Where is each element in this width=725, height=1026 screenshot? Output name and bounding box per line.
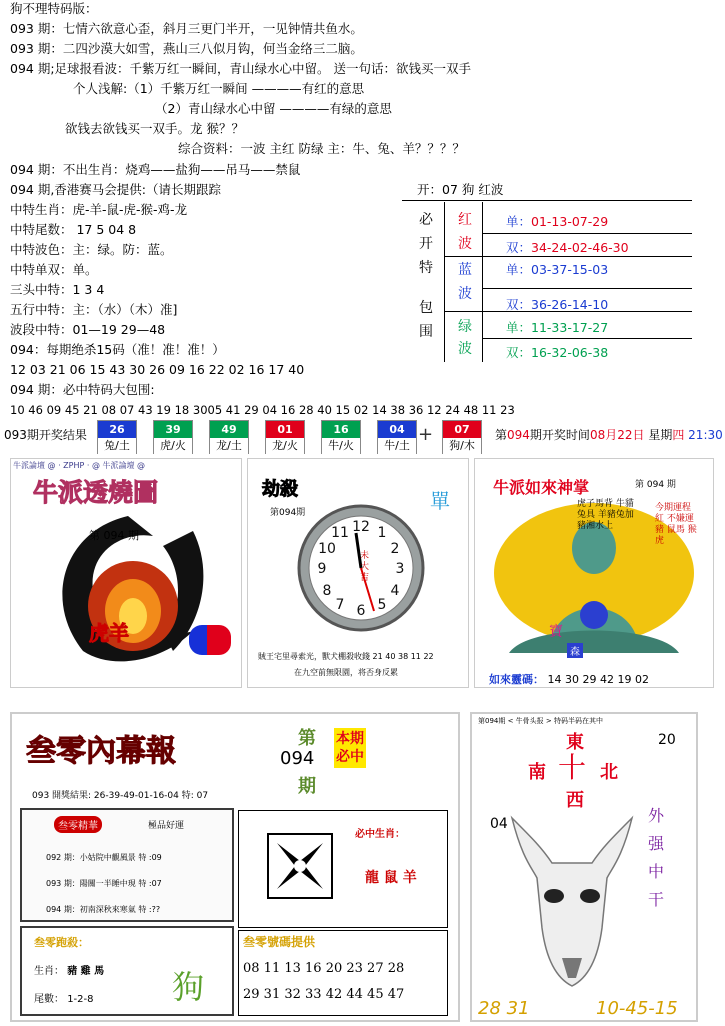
svg-text:2: 2 (390, 541, 400, 557)
panel1-issue: 第 094 期 (89, 529, 139, 542)
panel3-bottom: 如來靈碼： 14 30 29 42 19 02 (489, 673, 649, 686)
panel-clock (247, 458, 469, 688)
svg-text:10: 10 (318, 541, 336, 557)
panel4-last-result: 093 開獎結果: 26-39-49-01-16-04 特: 07 (32, 791, 209, 801)
panel-fire-chart: 牛派論壇 @ · ZPHP · @ 牛派論壇 @ 牛派透燒圖 第 094 期 虎羊 (10, 458, 242, 688)
next-draw-info: 第094期开奖时间08月22日 星期四 21:30 (495, 428, 723, 442)
panel4-stamp: 叁零精華 (54, 816, 102, 833)
text-line: 中特尾数： 17 5 04 8 (10, 222, 137, 237)
zodiac-box (20, 926, 234, 1016)
prediction-item: 094 期：初南深秋來寒氣 特 :?? (46, 905, 161, 914)
dir-bottom: 西 (566, 790, 584, 811)
code-row: 08 11 13 16 20 23 27 28 (243, 961, 405, 976)
svg-text:6: 6 (356, 603, 366, 619)
panel3-side-text: 虎子馬背 牛貓兔具 羊豬兔加 豬湘水上 (577, 499, 634, 531)
must-zodiac: 龍 鼠 羊 (365, 870, 417, 886)
panel4-badge: 本期必中 (334, 728, 366, 768)
tail-row: 尾數： 1-2-8 (34, 994, 94, 1005)
side-label: 必 开 特 包 围 (419, 212, 433, 340)
ball-2: 39 虎/火 (153, 420, 193, 454)
red-wave-label: 红 波 (458, 212, 472, 252)
ball-6: 04 牛/土 (377, 420, 417, 454)
wave-table (402, 178, 692, 366)
text-line: 五行中特：主：（水）（木）准] (10, 302, 178, 317)
svg-text:4: 4 (390, 583, 400, 599)
result-title: 093期开奖结果 (4, 428, 87, 442)
svg-text:1: 1 (377, 525, 387, 541)
wave-row: 双：34-24-02-46-30 (506, 240, 629, 255)
ball-4: 01 龙/火 (265, 420, 305, 454)
wave-row: 双：16-32-06-38 (506, 345, 609, 360)
wave-header: 开：07 狗 红波 (417, 182, 504, 197)
text-line: 波段中特：01—19 29—48 (10, 322, 166, 337)
text-line: 个人浅解:（1）千紫万红一瞬间 ————有红的意思 (73, 81, 365, 96)
panel1-title: 牛派透燒圖 (33, 478, 159, 507)
num-top: 20 (658, 732, 676, 748)
svg-text:9: 9 (317, 561, 327, 577)
text-line: 094 期,香港赛马会提供:（请长期跟踪 (10, 182, 222, 197)
text-line: 中特单双：单。 (10, 262, 98, 277)
panel3-seal2: 森 (567, 643, 583, 658)
panel1-fire-text: 虎羊 (89, 621, 129, 645)
panel4-title: 叁零內幕報 (26, 734, 176, 769)
prediction-box (20, 808, 234, 922)
wave-row: 单：01-13-07-29 (506, 214, 609, 229)
must-label: 必中生肖： (355, 829, 405, 840)
svg-text:7: 7 (335, 597, 345, 613)
panel3-seal: 寶 (549, 624, 563, 640)
ball-3: 49 龙/土 (209, 420, 249, 454)
prediction-item: 093 期：陽關一半睡中現 特 :07 (46, 879, 162, 888)
result-strip (0, 420, 725, 456)
plus-sign: + (418, 424, 434, 445)
panel2-issue: 第094期 (270, 508, 306, 518)
text-line: 三头中特：1 3 4 (10, 282, 105, 297)
svg-text:8: 8 (322, 583, 332, 599)
panel4-issue-bottom: 期 (298, 776, 316, 797)
panel2-line1: 賊王宅里尋索光，獸犬棚殺收錢 21 40 38 11 22 (258, 652, 434, 661)
panel4-section-title: 極品好運 (148, 821, 185, 831)
text-line: 094 期：不出生肖：烧鸡——盐狗——吊马——禁鼠 (10, 162, 301, 177)
bottom-right: 10-45-15 (596, 998, 678, 1019)
zodiac-row: 生肖： 豬 雞 馬 (34, 966, 105, 977)
svg-text:3: 3 (395, 561, 405, 577)
text-line: 094 期;足球报看波：千紫万红一瞬间，青山绿水心中留。 送一句话：欲钱买一双手 (10, 61, 472, 76)
text-line: 094 期：必中特码大包围: (10, 382, 155, 397)
panel-bull-skull: 第094期 < 牛骨头报 > 特码半码在其中 東 南 十 北 西 20 04 外 强 中 干 28 31 10-45-15 (470, 712, 698, 1022)
prediction-item: 092 期：小姑院中觀風景 特 :09 (46, 853, 162, 862)
text-line: 093 期：二四沙漠大如雪，燕山三八似月钩，何当金络三二脑。 (10, 41, 363, 56)
text-line: 中特波色：主：绿。防：蓝。 (10, 242, 173, 257)
panel-newspaper (10, 712, 460, 1022)
panel3-title: 牛派如來神掌 (493, 478, 590, 497)
wave-row: 单：03-37-15-03 (506, 262, 609, 277)
special-ball: 07 狗/木 (442, 420, 482, 454)
text-line: 综合资料：一波 主红 防绿 主：牛、兔、羊？？？？ (178, 141, 465, 156)
svg-text:11: 11 (331, 525, 349, 541)
svg-text:12: 12 (352, 519, 370, 535)
panel3-red-text: 今期運程 紅 不嫌運 豬 鼠馬 猴虎 (655, 503, 697, 546)
panel4-issue: 094 (280, 748, 315, 769)
text-line: 093 期：七情六欲意心歪，斜月三更门半开，一见钟情共鱼水。 (10, 21, 363, 36)
wave-row: 单：11-33-17-27 (506, 320, 609, 335)
panel2-corner: 單 (430, 489, 450, 513)
panel-buddha (474, 458, 714, 688)
num-left: 04 (490, 816, 508, 832)
blue-wave-label: 蓝 波 (458, 262, 472, 302)
panel2-title: 劫殺 (262, 479, 298, 500)
bottom-left: 28 31 (478, 998, 530, 1019)
ball-1: 26 兔/土 (97, 420, 137, 454)
text-line: 094：每期绝杀15码（准！准！准！） (10, 342, 225, 357)
symbol-icon (267, 833, 333, 899)
panel2-line2: 在九空前無限園，将否身反累 (294, 668, 398, 677)
text-line: 10 46 09 45 21 08 07 43 19 18 3005 41 29 04 16 28 40 15 02 14 38 36 12 24 48 11 23 (10, 403, 515, 417)
doc-title: 狗不理特码版： (10, 1, 98, 16)
code-title: 叁零號碼提供 (243, 935, 316, 949)
svg-text:5: 5 (377, 597, 387, 613)
text-line: 12 03 21 06 15 43 30 26 09 16 22 02 16 17 40 (10, 362, 305, 377)
must-box (238, 810, 448, 928)
dir-right: 北 (600, 762, 618, 783)
text-line: （2）青山绿水心中留 ————有绿的意思 (155, 101, 392, 116)
panel5-header: 第094期 < 牛骨头报 > 特码半码在其中 (478, 717, 603, 725)
text-line: 中特生肖：虎-羊-鼠-虎-猴-鸡-龙 (10, 202, 188, 217)
big-char: 狗 (172, 968, 205, 1006)
bull-skull-image (502, 808, 642, 988)
code-box (238, 930, 448, 1016)
panel3-issue: 第 094 期 (635, 480, 676, 490)
ball-5: 16 牛/火 (321, 420, 361, 454)
side-text: 外 强 中 干 (648, 806, 665, 909)
panel4-issue-top: 第 (298, 728, 316, 749)
dir-top: 東 (566, 732, 584, 753)
zodiac-title: 叁零跑殺： (34, 936, 89, 949)
text-line: 欲钱去欲钱买一双手。龙 猴？？ (65, 121, 244, 136)
wave-row: 双：36-26-14-10 (506, 297, 609, 312)
clock-text: 未大吉 (360, 551, 370, 583)
dir-left: 南 (528, 762, 546, 783)
green-wave-label: 绿 波 (458, 319, 472, 357)
code-row: 29 31 32 33 42 44 45 47 (243, 987, 405, 1002)
